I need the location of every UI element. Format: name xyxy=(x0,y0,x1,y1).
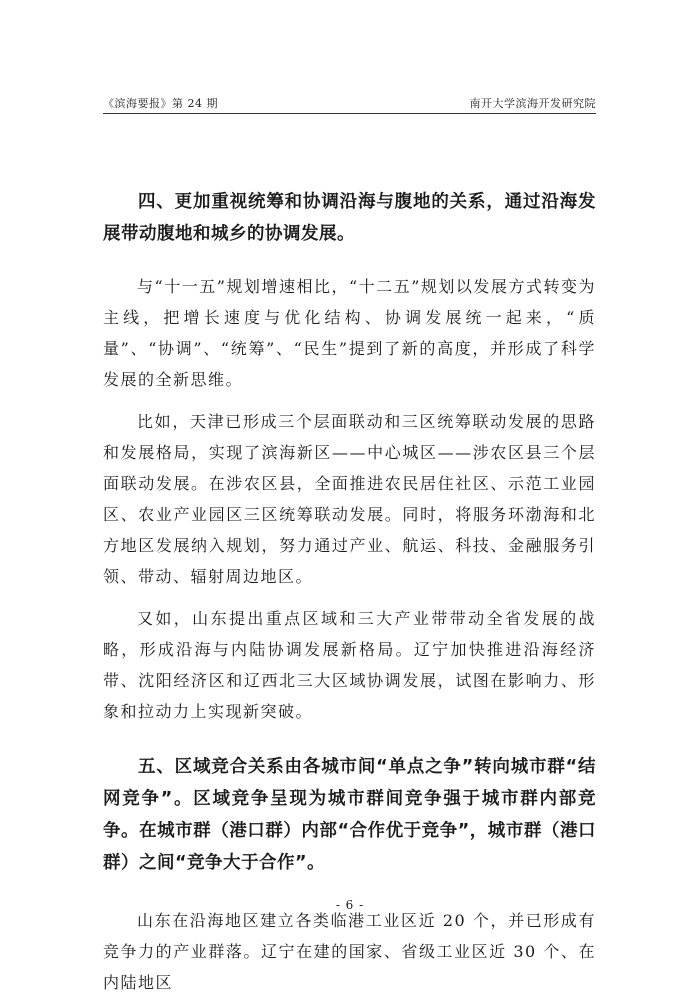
paragraph-2: 比如，天津已形成三个层面联动和三区统筹联动发展的思路和发展格局，实现了滨海新区——中心城区——涉农区县三个层面联动发展。在涉农区县，全面推进农民居住社区、示范工业园区、农业产业园区三区统筹联动发展。同时，将服务环渤海和北方地区发展纳入规划，努力通过产业、航运、科技、金融服务引领、带动、辐射周边地区。 xyxy=(103,412,596,586)
section-heading-5: 五、区域竞合关系由各城市间“单点之争”转向城市群“结网竞争”。区域竞争呈现为城市群间竞争强于城市群内部竞争。在城市群（港口群）内部“合作优于竞争”，城市群（港口群）之间“竞争大于合作”。 xyxy=(103,757,596,873)
section-heading-4: 四、更加重视统筹和协调沿海与腹地的关系，通过沿海发展带动腹地和城乡的协调发展。 xyxy=(103,192,596,244)
header-divider xyxy=(103,113,596,114)
header-institution: 南开大学滨海开发研究院 xyxy=(469,97,596,110)
page-number: - 6 - xyxy=(335,898,365,912)
document-body xyxy=(103,186,596,998)
running-header xyxy=(103,95,596,113)
header-publication-title: 《滨海要报》第 24 期 xyxy=(103,97,218,110)
paragraph-3: 又如，山东提出重点区域和三大产业带带动全省发展的战略，形成沿海与内陆协调发展新格局。辽宁加快推进沿海经济带、沈阳经济区和辽西北三大区域协调发展，试图在影响力、形象和拉动力上实现新突破。 xyxy=(103,609,596,721)
paragraph-1: 与“十一五”规划增速相比，“十二五”规划以发展方式转变为主线，把增长速度与优化结构、协调发展统一起来，“质量”、“协调”、“统筹”、“民生”提到了新的高度，并形成了科学发展的全新思维。 xyxy=(103,277,596,389)
paragraph-4: 山东在沿海地区建立各类临港工业区近 20 个，并已形成有竞争力的产业群落。辽宁在建的国家、省级工业区近 30 个、在内陆地区 xyxy=(103,911,596,992)
